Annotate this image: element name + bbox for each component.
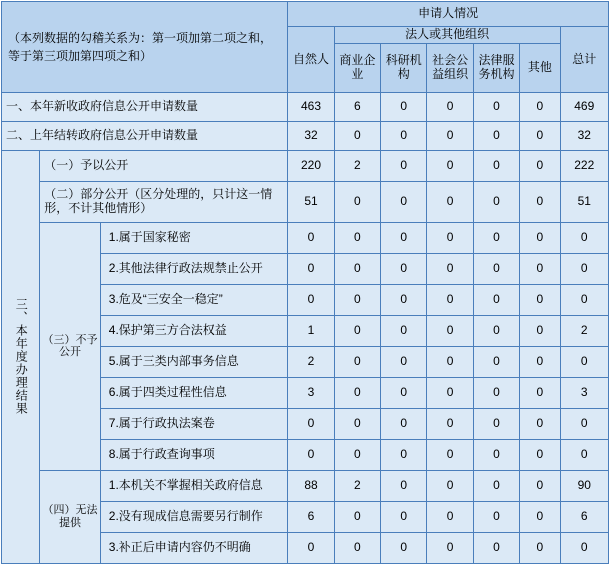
cell-value: 6 bbox=[334, 92, 380, 121]
cell-value: 0 bbox=[334, 532, 380, 563]
cell-value: 2 bbox=[288, 346, 334, 377]
cell-value: 0 bbox=[288, 439, 334, 470]
cell-value: 0 bbox=[520, 181, 560, 222]
cell-value: 0 bbox=[427, 284, 473, 315]
cell-value: 0 bbox=[560, 346, 608, 377]
cell-value: 0 bbox=[334, 181, 380, 222]
cell-value: 0 bbox=[560, 222, 608, 253]
cell-value: 0 bbox=[473, 408, 519, 439]
cell-value: 0 bbox=[334, 284, 380, 315]
item-label-process-info: 6.属于四类过程性信息 bbox=[100, 377, 288, 408]
item-label-law-prohibited: 2.其他法律行政法规禁止公开 bbox=[100, 253, 288, 284]
cell-value: 51 bbox=[288, 181, 334, 222]
cell-value: 0 bbox=[381, 377, 427, 408]
cell-value: 32 bbox=[560, 121, 608, 150]
cell-value: 0 bbox=[288, 253, 334, 284]
cell-value: 32 bbox=[288, 121, 334, 150]
table-row bbox=[2, 121, 609, 150]
cell-value: 0 bbox=[473, 181, 519, 222]
cell-value: 88 bbox=[288, 470, 334, 501]
cell-value: 0 bbox=[381, 501, 427, 532]
cell-value: 0 bbox=[520, 377, 560, 408]
cell-value: 0 bbox=[334, 315, 380, 346]
cell-value: 6 bbox=[288, 501, 334, 532]
cell-value: 0 bbox=[427, 439, 473, 470]
cell-value: 0 bbox=[427, 222, 473, 253]
cell-value: 0 bbox=[381, 439, 427, 470]
table-row bbox=[2, 222, 609, 253]
cell-value: 0 bbox=[288, 532, 334, 563]
cell-value: 0 bbox=[520, 470, 560, 501]
cell-value: 0 bbox=[473, 439, 519, 470]
cell-value: 0 bbox=[560, 253, 608, 284]
subitem-label-partial-disclosure: （二）部分公开（区分处理的，只计这一情形，不计其他情形） bbox=[40, 181, 288, 222]
cell-value: 0 bbox=[520, 532, 560, 563]
group-label-not-disclosed: （三）不予公开 bbox=[40, 222, 100, 470]
cell-value: 0 bbox=[560, 439, 608, 470]
cell-value: 0 bbox=[381, 532, 427, 563]
cell-value: 0 bbox=[381, 181, 427, 222]
item-label-third-party-rights: 4.保护第三方合法权益 bbox=[100, 315, 288, 346]
item-label-needs-creation: 2.没有现成信息需要另行制作 bbox=[100, 501, 288, 532]
government-info-disclosure-table bbox=[1, 1, 609, 564]
cell-value: 0 bbox=[520, 346, 560, 377]
col-social-welfare-org: 社会公益组织 bbox=[427, 43, 473, 92]
cell-value: 0 bbox=[427, 501, 473, 532]
cell-value: 0 bbox=[473, 470, 519, 501]
cell-value: 0 bbox=[520, 92, 560, 121]
cell-value: 0 bbox=[427, 470, 473, 501]
table-row bbox=[2, 181, 609, 222]
cell-value: 0 bbox=[560, 532, 608, 563]
cell-value: 0 bbox=[473, 346, 519, 377]
cell-value: 0 bbox=[520, 501, 560, 532]
corner-note: （本列数据的勾稽关系为：第一项加第二项之和，等于第三项加第四项之和） bbox=[2, 2, 288, 93]
legal-entity-group-header: 法人或其他组织 bbox=[334, 27, 560, 44]
cell-value: 0 bbox=[334, 121, 380, 150]
cell-value: 0 bbox=[473, 121, 519, 150]
cell-value: 0 bbox=[334, 439, 380, 470]
cell-value: 0 bbox=[427, 377, 473, 408]
cell-value: 0 bbox=[473, 284, 519, 315]
col-research-institution: 科研机构 bbox=[381, 43, 427, 92]
cell-value: 0 bbox=[473, 501, 519, 532]
cell-value: 0 bbox=[427, 121, 473, 150]
col-legal-service-org: 法律服务机构 bbox=[473, 43, 519, 92]
cell-value: 0 bbox=[334, 501, 380, 532]
cell-value: 0 bbox=[473, 222, 519, 253]
table-row bbox=[2, 150, 609, 181]
cell-value: 0 bbox=[381, 121, 427, 150]
cell-value: 0 bbox=[427, 92, 473, 121]
cell-value: 0 bbox=[381, 470, 427, 501]
cell-value: 0 bbox=[288, 222, 334, 253]
col-natural-person: 自然人 bbox=[288, 27, 334, 93]
cell-value: 6 bbox=[560, 501, 608, 532]
cell-value: 2 bbox=[334, 150, 380, 181]
group-label-unable-to-provide: （四）无法提供 bbox=[40, 470, 100, 563]
cell-value: 0 bbox=[381, 315, 427, 346]
col-total: 总计 bbox=[560, 27, 608, 93]
cell-value: 1 bbox=[288, 315, 334, 346]
cell-value: 0 bbox=[334, 346, 380, 377]
cell-value: 0 bbox=[381, 92, 427, 121]
col-commercial-enterprise: 商业企业 bbox=[334, 43, 380, 92]
applicant-group-header: 申请人情况 bbox=[288, 2, 609, 27]
cell-value: 0 bbox=[473, 253, 519, 284]
cell-value: 0 bbox=[520, 315, 560, 346]
item-label-internal-affairs: 5.属于三类内部事务信息 bbox=[100, 346, 288, 377]
header-row-1 bbox=[2, 2, 609, 27]
row-label-new-applications: 一、本年新收政府信息公开申请数量 bbox=[2, 92, 288, 121]
cell-value: 0 bbox=[381, 150, 427, 181]
cell-value: 0 bbox=[473, 532, 519, 563]
cell-value: 0 bbox=[427, 181, 473, 222]
cell-value: 0 bbox=[427, 315, 473, 346]
col-other: 其他 bbox=[520, 43, 560, 92]
cell-value: 222 bbox=[560, 150, 608, 181]
cell-value: 3 bbox=[288, 377, 334, 408]
item-label-admin-query: 8.属于行政查询事项 bbox=[100, 439, 288, 470]
cell-value: 2 bbox=[334, 470, 380, 501]
cell-value: 469 bbox=[560, 92, 608, 121]
cell-value: 90 bbox=[560, 470, 608, 501]
cell-value: 0 bbox=[473, 150, 519, 181]
row-label-carryover-applications: 二、上年结转政府信息公开申请数量 bbox=[2, 121, 288, 150]
cell-value: 0 bbox=[334, 222, 380, 253]
cell-value: 0 bbox=[288, 408, 334, 439]
item-label-three-safety: 3.危及“三安全一稳定” bbox=[100, 284, 288, 315]
table-row bbox=[2, 92, 609, 121]
cell-value: 0 bbox=[427, 346, 473, 377]
cell-value: 0 bbox=[381, 346, 427, 377]
cell-value: 0 bbox=[520, 408, 560, 439]
cell-value: 51 bbox=[560, 181, 608, 222]
cell-value: 2 bbox=[560, 315, 608, 346]
table-row bbox=[2, 470, 609, 501]
cell-value: 0 bbox=[427, 150, 473, 181]
cell-value: 220 bbox=[288, 150, 334, 181]
cell-value: 0 bbox=[381, 222, 427, 253]
item-label-not-held: 1.本机关不掌握相关政府信息 bbox=[100, 470, 288, 501]
cell-value: 0 bbox=[520, 284, 560, 315]
cell-value: 0 bbox=[334, 408, 380, 439]
cell-value: 3 bbox=[560, 377, 608, 408]
cell-value: 0 bbox=[520, 150, 560, 181]
item-label-unclear-after-correction: 3.补正后申请内容仍不明确 bbox=[100, 532, 288, 563]
cell-value: 0 bbox=[334, 253, 380, 284]
cell-value: 0 bbox=[334, 377, 380, 408]
cell-value: 0 bbox=[520, 222, 560, 253]
cell-value: 0 bbox=[473, 92, 519, 121]
cell-value: 0 bbox=[288, 284, 334, 315]
cell-value: 0 bbox=[520, 439, 560, 470]
subitem-label-disclosed: （一）予以公开 bbox=[40, 150, 288, 181]
cell-value: 0 bbox=[560, 284, 608, 315]
cell-value: 0 bbox=[427, 253, 473, 284]
cell-value: 0 bbox=[520, 121, 560, 150]
cell-value: 463 bbox=[288, 92, 334, 121]
cell-value: 0 bbox=[520, 253, 560, 284]
item-label-enforcement-file: 7.属于行政执法案卷 bbox=[100, 408, 288, 439]
cell-value: 0 bbox=[473, 377, 519, 408]
cell-value: 0 bbox=[427, 532, 473, 563]
cell-value: 0 bbox=[381, 408, 427, 439]
cell-value: 0 bbox=[560, 408, 608, 439]
cell-value: 0 bbox=[381, 253, 427, 284]
cell-value: 0 bbox=[381, 284, 427, 315]
cell-value: 0 bbox=[427, 408, 473, 439]
section-label-annual-results: 三、本年度办理结果 bbox=[2, 150, 40, 563]
item-label-state-secret: 1.属于国家秘密 bbox=[100, 222, 288, 253]
cell-value: 0 bbox=[473, 315, 519, 346]
